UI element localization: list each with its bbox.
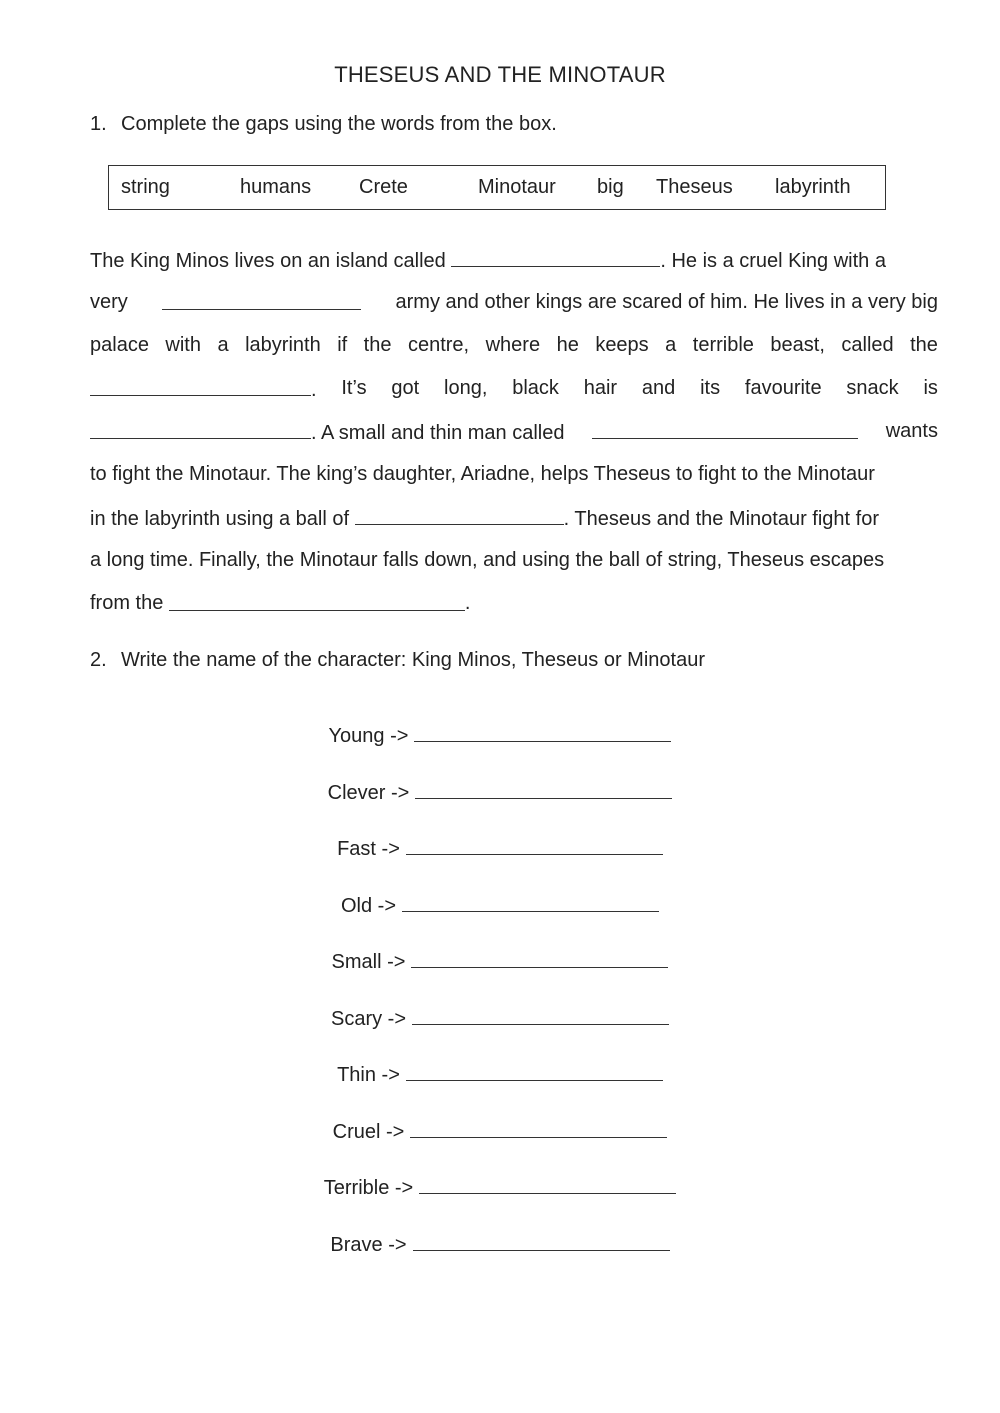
passage-line-7 <box>90 506 938 531</box>
passage-word: if <box>337 334 348 356</box>
word-box-item: string <box>121 176 170 198</box>
gap-blank[interactable] <box>169 592 465 611</box>
passage-word: hair <box>583 377 618 399</box>
passage-word: snack <box>846 377 899 399</box>
word-box-item: Crete <box>359 176 408 198</box>
question-2-text: Write the name of the character: King Minos, Theseus or Minotaur <box>121 649 705 671</box>
character-row-terrible <box>0 1175 1000 1200</box>
character-row-young <box>0 723 1000 748</box>
passage-word: . <box>311 379 317 401</box>
passage-word: labyrinth <box>245 334 321 356</box>
passage-line-9 <box>90 592 938 615</box>
character-row-cruel <box>0 1119 1000 1144</box>
gap-blank[interactable] <box>90 377 311 396</box>
character-label: Scary -> <box>330 1008 407 1030</box>
passage-text: very <box>90 291 128 313</box>
passage-word: long, <box>444 377 488 399</box>
passage-word: he <box>556 334 579 356</box>
passage-text: . Theseus and the Minotaur fight for <box>563 508 879 530</box>
answer-blank[interactable] <box>410 1119 667 1138</box>
character-label: Brave -> <box>330 1234 407 1256</box>
question-2 <box>90 649 705 672</box>
passage-text: . He is a cruel King with a <box>660 250 886 272</box>
character-label: Fast -> <box>337 838 400 860</box>
character-row-thin <box>0 1062 1000 1087</box>
character-label: Cruel -> <box>332 1121 405 1143</box>
character-label: Terrible -> <box>323 1177 414 1199</box>
passage-word: with <box>165 334 201 356</box>
gap-blank[interactable] <box>162 291 361 310</box>
gap-blank[interactable] <box>451 248 660 267</box>
character-row-old <box>0 893 1000 918</box>
passage-line-4 <box>90 377 938 402</box>
answer-blank[interactable] <box>411 949 668 968</box>
passage-word: got <box>391 377 420 399</box>
word-box-item: humans <box>240 176 312 198</box>
passage-line-5 <box>90 420 938 445</box>
gap-blank[interactable] <box>90 420 311 439</box>
word-box-item: Theseus <box>656 176 733 198</box>
passage-word: where <box>485 334 541 356</box>
answer-blank[interactable] <box>412 1006 669 1025</box>
answer-blank[interactable] <box>415 780 672 799</box>
character-row-scary <box>0 1006 1000 1031</box>
gap-blank[interactable] <box>592 420 858 439</box>
character-row-brave <box>0 1232 1000 1257</box>
passage-line-6 <box>90 463 938 486</box>
answer-blank[interactable] <box>406 836 663 855</box>
word-box <box>108 165 886 210</box>
passage-text: from the <box>90 592 164 614</box>
passage-text: a long time. Finally, the Minotaur falls down, and using the ball of string, Theseus escapes <box>90 549 885 571</box>
passage-text: The King Minos lives on an island called <box>90 250 446 272</box>
answer-blank[interactable] <box>414 723 671 742</box>
passage-word: its <box>700 377 721 399</box>
word-box-item: Minotaur <box>478 176 556 198</box>
answer-blank[interactable] <box>406 1062 663 1081</box>
passage-word: the <box>910 334 938 356</box>
passage-word: beast, <box>770 334 825 356</box>
passage-word: called <box>841 334 894 356</box>
passage-word: a <box>665 334 677 356</box>
passage-word: and <box>641 377 676 399</box>
character-label: Small -> <box>331 951 406 973</box>
passage-word: palace <box>90 334 149 356</box>
question-1-text: Complete the gaps using the words from the box. <box>121 113 557 135</box>
passage-text: in the labyrinth using a ball of <box>90 508 350 530</box>
passage-line-1 <box>90 248 938 273</box>
character-label: Old -> <box>340 895 397 917</box>
answer-blank[interactable] <box>419 1175 676 1194</box>
passage-word: favourite <box>744 377 822 399</box>
page-title: THESEUS AND THE MINOTAUR <box>334 62 666 87</box>
passage-line-8 <box>90 549 938 572</box>
character-row-clever <box>0 780 1000 805</box>
passage-word: a <box>217 334 229 356</box>
word-box-item: big <box>597 176 624 198</box>
character-label: Young -> <box>328 725 409 747</box>
passage-word: black <box>512 377 559 399</box>
passage-text: . A small and thin man called <box>311 422 565 444</box>
gap-blank[interactable] <box>355 506 564 525</box>
answer-blank[interactable] <box>413 1232 670 1251</box>
character-label: Thin -> <box>337 1064 400 1086</box>
answer-blank[interactable] <box>402 893 659 912</box>
passage-word: is <box>923 377 938 399</box>
character-row-fast <box>0 836 1000 861</box>
question-2-number: 2. <box>90 649 107 671</box>
passage-text: to fight the Minotaur. The king’s daughter, Ariadne, helps Theseus to fight to the Minotaur <box>90 463 875 485</box>
passage-word: centre, <box>407 334 470 356</box>
passage-text: army and other kings are scared of him. He lives in a very big <box>395 291 938 313</box>
passage-line-3 <box>90 334 938 357</box>
passage-word: terrible <box>692 334 754 356</box>
character-label: Clever -> <box>327 782 410 804</box>
question-1-number: 1. <box>90 113 107 135</box>
passage-line-2 <box>90 291 938 314</box>
word-box-item: labyrinth <box>775 176 851 198</box>
character-row-small <box>0 949 1000 974</box>
passage-text: wants <box>885 420 938 442</box>
passage-word: the <box>363 334 392 356</box>
passage-word: keeps <box>595 334 649 356</box>
passage-text: . <box>464 592 471 614</box>
question-1 <box>90 113 557 136</box>
passage-word: It’s <box>341 377 367 399</box>
